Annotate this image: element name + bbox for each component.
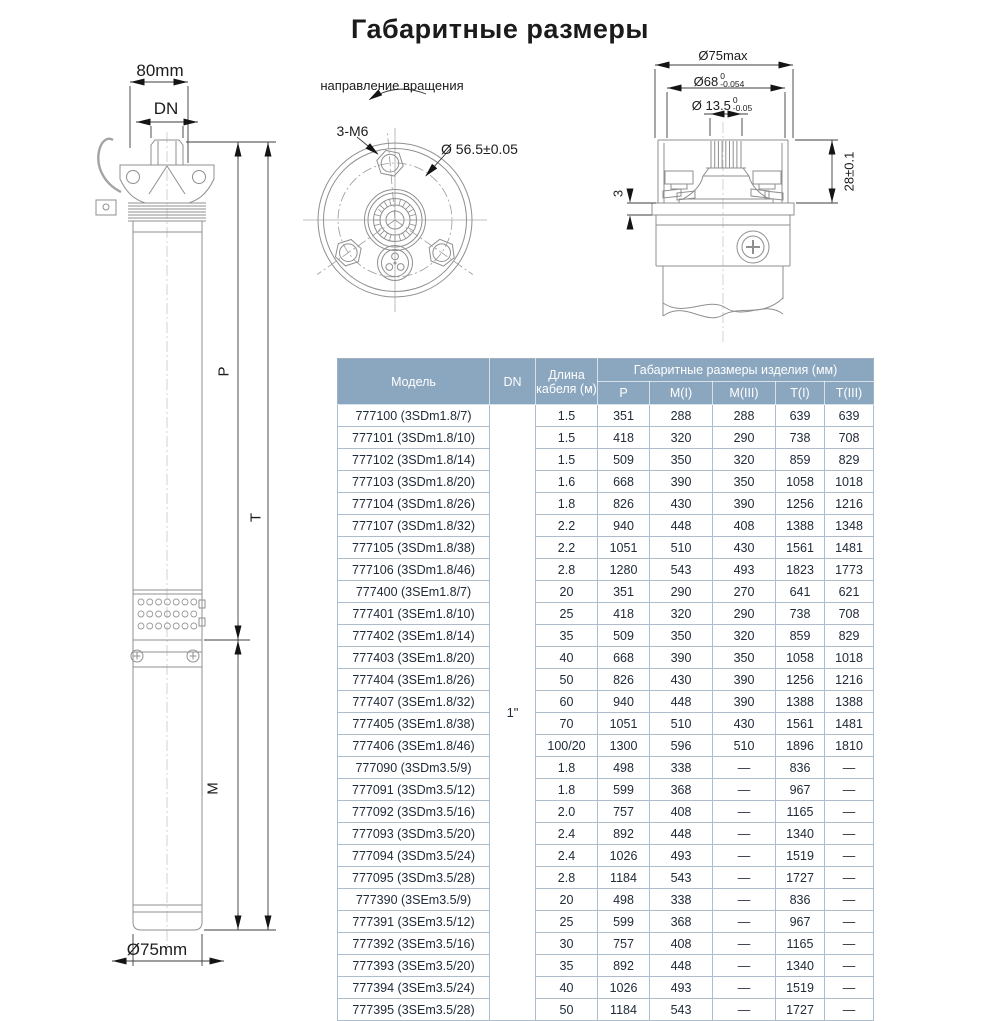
model-cell: 777101 (3SDm1.8/10) (338, 427, 490, 449)
model-cell: 777400 (3SEm1.8/7) (338, 581, 490, 603)
p-cell: 1184 (598, 867, 650, 889)
ti-cell: 1388 (776, 691, 825, 713)
mi-cell: 543 (650, 559, 713, 581)
header-col-p: P (598, 382, 650, 405)
tiii-cell: — (825, 911, 874, 933)
cable-cell: 2.8 (536, 867, 598, 889)
model-cell: 777091 (3SDm3.5/12) (338, 779, 490, 801)
mi-cell: 350 (650, 449, 713, 471)
p-cell: 1300 (598, 735, 650, 757)
mi-cell: 430 (650, 669, 713, 691)
dim-label-d75max: Ø75max (698, 48, 748, 63)
header-col-miii: M(III) (713, 382, 776, 405)
table-row (338, 779, 874, 801)
cable-cell: 2.4 (536, 823, 598, 845)
header-cable-length: Длина кабеля (м) (536, 359, 598, 405)
ti-cell: 1727 (776, 867, 825, 889)
table-row (338, 669, 874, 691)
p-cell: 1280 (598, 559, 650, 581)
table-row (338, 449, 874, 471)
p-cell: 757 (598, 933, 650, 955)
p-cell: 826 (598, 493, 650, 515)
miii-cell: 350 (713, 647, 776, 669)
p-cell: 1051 (598, 537, 650, 559)
p-cell: 418 (598, 427, 650, 449)
p-cell: 498 (598, 757, 650, 779)
cable-cell: 1.6 (536, 471, 598, 493)
miii-cell: — (713, 867, 776, 889)
model-cell: 777095 (3SDm3.5/28) (338, 867, 490, 889)
table-row (338, 713, 874, 735)
dim-label-m: M (204, 782, 222, 795)
model-cell: 777094 (3SDm3.5/24) (338, 845, 490, 867)
p-cell: 418 (598, 603, 650, 625)
tiii-cell: — (825, 757, 874, 779)
table-row (338, 933, 874, 955)
model-cell: 777392 (3SEm3.5/16) (338, 933, 490, 955)
cable-cell: 1.5 (536, 405, 598, 427)
ti-cell: 639 (776, 405, 825, 427)
table-row (338, 889, 874, 911)
mi-cell: 338 (650, 889, 713, 911)
ti-cell: 967 (776, 779, 825, 801)
cable-cell: 40 (536, 977, 598, 999)
miii-cell: — (713, 999, 776, 1021)
ti-cell: 1256 (776, 669, 825, 691)
cable-cell: 25 (536, 911, 598, 933)
rotation-direction-label: направление вращения (320, 78, 464, 93)
bolts-label-3m6: 3-M6 (336, 123, 369, 139)
table-row (338, 955, 874, 977)
ti-cell: 738 (776, 603, 825, 625)
model-cell: 777103 (3SDm1.8/20) (338, 471, 490, 493)
model-cell: 777394 (3SEm3.5/24) (338, 977, 490, 999)
table-row (338, 493, 874, 515)
dim-label-3: 3 (610, 189, 626, 198)
dimensions-table (337, 358, 874, 1021)
tiii-cell: — (825, 933, 874, 955)
miii-cell: — (713, 823, 776, 845)
tiii-cell: 1773 (825, 559, 874, 581)
cable-cell: 25 (536, 603, 598, 625)
cable-cell: 1.5 (536, 449, 598, 471)
mi-cell: 448 (650, 955, 713, 977)
dim-label-28: 28±0.1 (841, 151, 857, 192)
dim-label-80mm: 80mm (136, 61, 184, 80)
p-cell: 509 (598, 449, 650, 471)
header-col-tiii: T(III) (825, 382, 874, 405)
table-row (338, 603, 874, 625)
table-row (338, 911, 874, 933)
mi-cell: 408 (650, 933, 713, 955)
mi-cell: 350 (650, 625, 713, 647)
dim-label-d565: Ø 56.5±0.05 (441, 141, 518, 157)
mi-cell: 320 (650, 427, 713, 449)
miii-cell: — (713, 845, 776, 867)
mi-cell: 368 (650, 911, 713, 933)
p-cell: 668 (598, 471, 650, 493)
model-cell: 777404 (3SEm1.8/26) (338, 669, 490, 691)
tiii-cell: — (825, 955, 874, 977)
cable-cell: 20 (536, 889, 598, 911)
ti-cell: 1519 (776, 845, 825, 867)
tiii-cell: — (825, 977, 874, 999)
ti-cell: 1388 (776, 515, 825, 537)
ti-cell: 859 (776, 449, 825, 471)
p-cell: 498 (598, 889, 650, 911)
model-cell: 777100 (3SDm1.8/7) (338, 405, 490, 427)
ti-cell: 1823 (776, 559, 825, 581)
model-cell: 777106 (3SDm1.8/46) (338, 559, 490, 581)
model-cell: 777390 (3SEm3.5/9) (338, 889, 490, 911)
mi-cell: 408 (650, 801, 713, 823)
dim-label-d75mm: Ø75mm (126, 940, 188, 959)
cable-cell: 2.2 (536, 515, 598, 537)
table-header (338, 359, 874, 405)
table-row (338, 647, 874, 669)
table-row (338, 427, 874, 449)
miii-cell: — (713, 757, 776, 779)
model-cell: 777093 (3SDm3.5/20) (338, 823, 490, 845)
miii-cell: 390 (713, 493, 776, 515)
cable-cell: 60 (536, 691, 598, 713)
tiii-cell: 829 (825, 449, 874, 471)
mi-cell: 448 (650, 691, 713, 713)
p-cell: 509 (598, 625, 650, 647)
tiii-cell: 1481 (825, 713, 874, 735)
table-row (338, 405, 874, 427)
miii-cell: — (713, 911, 776, 933)
ti-cell: 1340 (776, 823, 825, 845)
miii-cell: 390 (713, 669, 776, 691)
p-cell: 1026 (598, 977, 650, 999)
ti-cell: 1727 (776, 999, 825, 1021)
p-cell: 757 (598, 801, 650, 823)
miii-cell: 290 (713, 427, 776, 449)
miii-cell: — (713, 779, 776, 801)
p-cell: 1026 (598, 845, 650, 867)
ti-cell: 836 (776, 889, 825, 911)
model-cell: 777401 (3SEm1.8/10) (338, 603, 490, 625)
p-cell: 351 (598, 581, 650, 603)
tiii-cell: — (825, 999, 874, 1021)
miii-cell: — (713, 955, 776, 977)
tiii-cell: — (825, 867, 874, 889)
ti-cell: 1561 (776, 537, 825, 559)
table-row (338, 691, 874, 713)
mi-cell: 320 (650, 603, 713, 625)
mi-cell: 448 (650, 515, 713, 537)
table-body (338, 405, 874, 1021)
mi-cell: 430 (650, 493, 713, 515)
tiii-cell: — (825, 823, 874, 845)
ti-cell: 1165 (776, 933, 825, 955)
header-model: Модель (338, 359, 490, 405)
cable-cell: 40 (536, 647, 598, 669)
p-cell: 892 (598, 955, 650, 977)
table-row (338, 471, 874, 493)
mi-cell: 290 (650, 581, 713, 603)
mi-cell: 543 (650, 999, 713, 1021)
p-cell: 940 (598, 515, 650, 537)
dim-label-d68: Ø68 0 -0.054 (693, 71, 745, 89)
table-row (338, 977, 874, 999)
header-col-ti: T(I) (776, 382, 825, 405)
miii-cell: — (713, 889, 776, 911)
tiii-cell: — (825, 801, 874, 823)
tiii-cell: 829 (825, 625, 874, 647)
cable-cell: 2.0 (536, 801, 598, 823)
cable-cell: 70 (536, 713, 598, 735)
tiii-cell: 1216 (825, 493, 874, 515)
table-row (338, 515, 874, 537)
dim-label-t: T (247, 512, 265, 523)
miii-cell: — (713, 801, 776, 823)
table-row (338, 845, 874, 867)
ti-cell: 1058 (776, 647, 825, 669)
miii-cell: 408 (713, 515, 776, 537)
p-cell: 351 (598, 405, 650, 427)
p-cell: 599 (598, 779, 650, 801)
ti-cell: 1340 (776, 955, 825, 977)
cable-cell: 1.8 (536, 757, 598, 779)
miii-cell: 270 (713, 581, 776, 603)
page-title: Габаритные размеры (351, 14, 649, 44)
mi-cell: 543 (650, 867, 713, 889)
tiii-cell: 708 (825, 603, 874, 625)
tiii-cell: 621 (825, 581, 874, 603)
mi-cell: 390 (650, 647, 713, 669)
cable-cell: 2.4 (536, 845, 598, 867)
miii-cell: 510 (713, 735, 776, 757)
cable-cell: 50 (536, 999, 598, 1021)
tiii-cell: 1481 (825, 537, 874, 559)
ti-cell: 1165 (776, 801, 825, 823)
miii-cell: 493 (713, 559, 776, 581)
model-cell: 777104 (3SDm1.8/26) (338, 493, 490, 515)
model-cell: 777090 (3SDm3.5/9) (338, 757, 490, 779)
model-cell: 777102 (3SDm1.8/14) (338, 449, 490, 471)
cable-cell: 30 (536, 933, 598, 955)
miii-cell: 350 (713, 471, 776, 493)
header-col-mi: M(I) (650, 382, 713, 405)
table-row (338, 559, 874, 581)
cable-cell: 1.5 (536, 427, 598, 449)
ti-cell: 859 (776, 625, 825, 647)
model-cell: 777393 (3SEm3.5/20) (338, 955, 490, 977)
table-row (338, 999, 874, 1021)
dim-label-p: P (215, 366, 233, 377)
model-cell: 777395 (3SEm3.5/28) (338, 999, 490, 1021)
tiii-cell: 1018 (825, 471, 874, 493)
tiii-cell: 1810 (825, 735, 874, 757)
miii-cell: — (713, 933, 776, 955)
table-row (338, 625, 874, 647)
mi-cell: 510 (650, 713, 713, 735)
cable-cell: 2.8 (536, 559, 598, 581)
model-cell: 777092 (3SDm3.5/16) (338, 801, 490, 823)
mi-cell: 338 (650, 757, 713, 779)
p-cell: 599 (598, 911, 650, 933)
cable-cell: 50 (536, 669, 598, 691)
tiii-cell: — (825, 779, 874, 801)
miii-cell: 320 (713, 449, 776, 471)
p-cell: 940 (598, 691, 650, 713)
dim-label-dn: DN (153, 99, 179, 118)
ti-cell: 641 (776, 581, 825, 603)
table-row (338, 867, 874, 889)
table-row (338, 801, 874, 823)
ti-cell: 1256 (776, 493, 825, 515)
model-cell: 777391 (3SEm3.5/12) (338, 911, 490, 933)
model-cell: 777407 (3SEm1.8/32) (338, 691, 490, 713)
cable-cell: 100/20 (536, 735, 598, 757)
cable-cell: 1.8 (536, 493, 598, 515)
mi-cell: 390 (650, 471, 713, 493)
miii-cell: 430 (713, 713, 776, 735)
mi-cell: 493 (650, 977, 713, 999)
tiii-cell: 639 (825, 405, 874, 427)
ti-cell: 836 (776, 757, 825, 779)
model-cell: 777406 (3SEm1.8/46) (338, 735, 490, 757)
tiii-cell: 708 (825, 427, 874, 449)
cable-cell: 35 (536, 955, 598, 977)
header-dims-group: Габаритные размеры изделия (мм) (598, 359, 874, 382)
mi-cell: 288 (650, 405, 713, 427)
mi-cell: 368 (650, 779, 713, 801)
header-dn: DN (490, 359, 536, 405)
p-cell: 826 (598, 669, 650, 691)
miii-cell: 320 (713, 625, 776, 647)
miii-cell: 390 (713, 691, 776, 713)
tiii-cell: 1018 (825, 647, 874, 669)
ti-cell: 1561 (776, 713, 825, 735)
mi-cell: 493 (650, 845, 713, 867)
model-cell: 777403 (3SEm1.8/20) (338, 647, 490, 669)
cable-cell: 20 (536, 581, 598, 603)
tiii-cell: — (825, 845, 874, 867)
table-row (338, 537, 874, 559)
p-cell: 668 (598, 647, 650, 669)
model-cell: 777405 (3SEm1.8/38) (338, 713, 490, 735)
dn-merged-cell: 1" (490, 405, 536, 1021)
tiii-cell: — (825, 889, 874, 911)
miii-cell: — (713, 977, 776, 999)
p-cell: 892 (598, 823, 650, 845)
ti-cell: 1519 (776, 977, 825, 999)
cable-cell: 1.8 (536, 779, 598, 801)
p-cell: 1051 (598, 713, 650, 735)
cable-cell: 35 (536, 625, 598, 647)
ti-cell: 967 (776, 911, 825, 933)
cable-cell: 2.2 (536, 537, 598, 559)
mi-cell: 510 (650, 537, 713, 559)
miii-cell: 290 (713, 603, 776, 625)
model-cell: 777105 (3SDm1.8/38) (338, 537, 490, 559)
ti-cell: 738 (776, 427, 825, 449)
model-cell: 777402 (3SEm1.8/14) (338, 625, 490, 647)
mi-cell: 448 (650, 823, 713, 845)
p-cell: 1184 (598, 999, 650, 1021)
tiii-cell: 1348 (825, 515, 874, 537)
miii-cell: 430 (713, 537, 776, 559)
model-cell: 777107 (3SDm1.8/32) (338, 515, 490, 537)
dim-label-d135: Ø 13.5 0 -0.05 (691, 95, 753, 113)
table-row (338, 823, 874, 845)
table-row (338, 581, 874, 603)
ti-cell: 1896 (776, 735, 825, 757)
miii-cell: 288 (713, 405, 776, 427)
tiii-cell: 1216 (825, 669, 874, 691)
tiii-cell: 1388 (825, 691, 874, 713)
ti-cell: 1058 (776, 471, 825, 493)
mi-cell: 596 (650, 735, 713, 757)
table-row (338, 757, 874, 779)
table-row (338, 735, 874, 757)
